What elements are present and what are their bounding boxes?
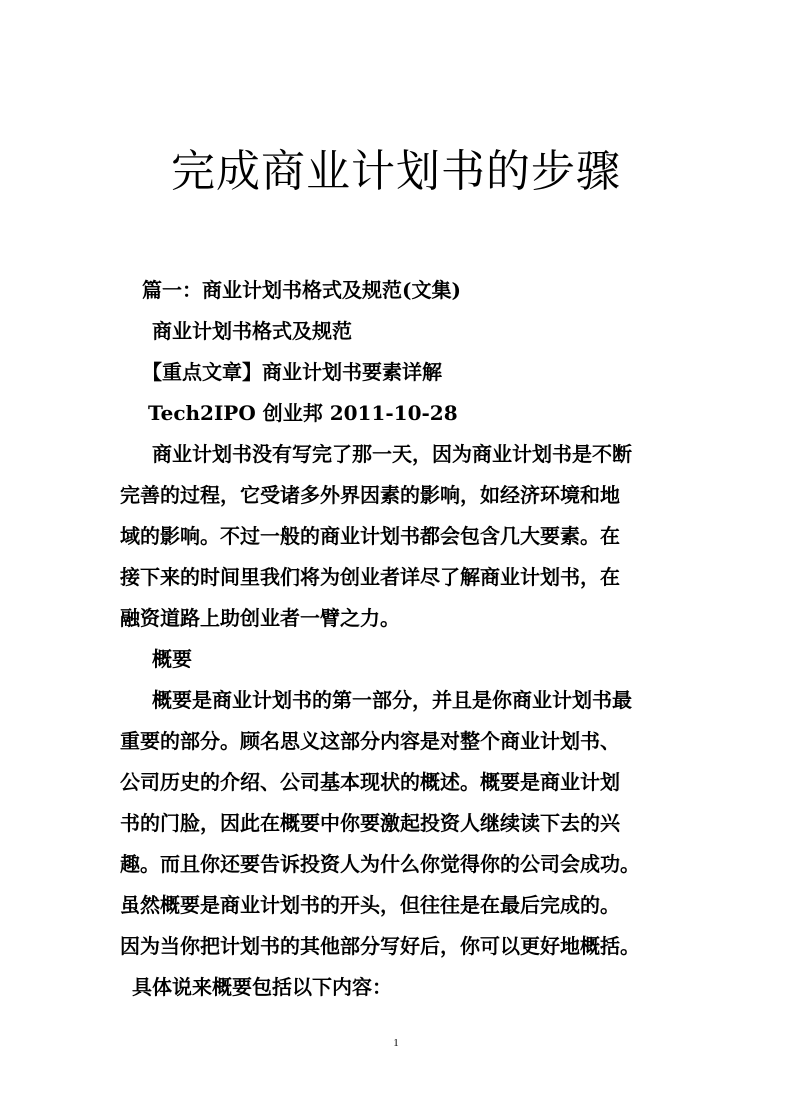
paragraph-line: 重要的部分。顾名思义这部分内容是对整个商业计划书、 — [120, 729, 620, 753]
paragraph-line: 接下来的时间里我们将为创业者详尽了解商业计划书，在 — [120, 565, 620, 589]
paragraph-line: 因为当你把计划书的其他部分写好后，你可以更好地概括。 — [120, 934, 640, 958]
document-title: 完成商业计划书的步骤 — [171, 146, 621, 197]
paragraph-line: 趣。而且你还要告诉投资人为什么你觉得你的公司会成功。 — [120, 852, 640, 876]
paragraph-line: 概要是商业计划书的第一部分，并且是你商业计划书最 — [152, 688, 632, 712]
paragraph-line: 域的影响。不过一般的商业计划书都会包含几大要素。在 — [120, 524, 620, 548]
paragraph-line: 完善的过程，它受诸多外界因素的影响，如经济环境和地 — [120, 483, 620, 507]
paragraph-line: 书的门脸，因此在概要中你要激起投资人继续读下去的兴 — [120, 811, 620, 835]
article-heading: 【重点文章】商业计划书要素详解 — [142, 360, 442, 384]
section-label: 概要 — [152, 647, 192, 671]
subheading: 商业计划书格式及规范 — [152, 319, 352, 343]
section-heading: 篇一：商业计划书格式及规范(文集) — [142, 278, 461, 302]
source-line: Tech2IPO 创业邦 2011-10-28 — [148, 401, 458, 425]
page-number: 1 — [393, 1037, 399, 1049]
paragraph-line: 商业计划书没有写完了那一天，因为商业计划书是不断 — [152, 442, 632, 466]
paragraph-line: 融资道路上助创业者一臂之力。 — [120, 606, 400, 630]
paragraph-line: 虽然概要是商业计划书的开头，但往往是在最后完成的。 — [120, 893, 620, 917]
paragraph-line: 公司历史的介绍、公司基本现状的概述。概要是商业计划 — [120, 770, 620, 794]
paragraph-line: 具体说来概要包括以下内容： — [132, 975, 392, 999]
